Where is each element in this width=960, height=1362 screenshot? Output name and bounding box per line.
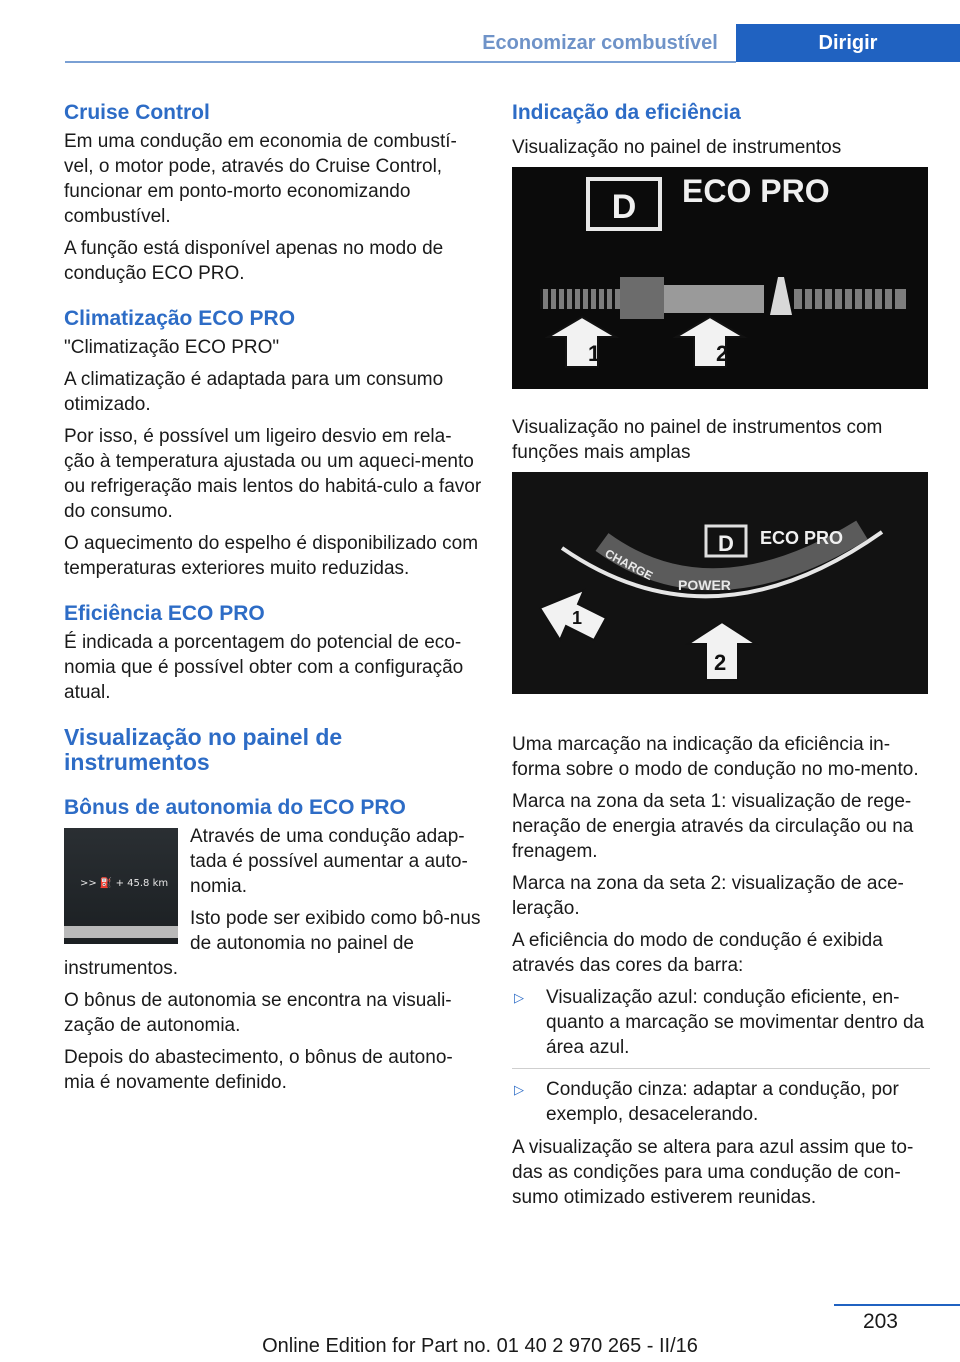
fig2-caption: Visualização no painel de instrumentos com funções mais amplas: [512, 417, 883, 463]
fig1-blue-zone: [620, 277, 664, 319]
cruise-paragraph-1: Em uma condução em economia de combustí-vel, o motor pode, através do Cruise Control, funcionar em ponto-morto economizando combustível.: [64, 131, 457, 227]
fig1-gear: D: [611, 188, 637, 226]
cruise-paragraph-2: A função está disponível apenas no modo de condução ECO PRO.: [64, 238, 444, 284]
eficiencia-paragraph: É indicada a porcentagem do potencial de eco-nomia que é possível obter com a configuração atual.: [64, 632, 464, 703]
fig1-instrument-display: [512, 167, 928, 389]
page-number: 203: [862, 1310, 898, 1333]
fig2-charge-label: CHARGE: [602, 546, 656, 584]
eficiencia-heading: Eficiência ECO PRO: [64, 602, 265, 625]
fig1-caption: Visualização no painel de instrumentos: [512, 137, 842, 158]
header-rule: [65, 61, 736, 63]
range-bonus-bar: [64, 926, 178, 938]
page-number-rule: [834, 1304, 960, 1306]
fig1-arrow-1-label: 1: [588, 341, 601, 366]
clima-paragraph-2: A climatização é adaptada para um consumo otimizado.: [64, 369, 444, 415]
fig2-arrow-2-label: 2: [714, 650, 727, 675]
bonus-paragraph-3: O bônus de autonomia se encontra na visuali-zação de autonomia.: [64, 990, 452, 1036]
fig1-svg: [512, 167, 928, 389]
list-separator: [512, 1068, 930, 1069]
bonus-paragraph-4: Depois do abastecimento, o bônus de autono-mia é novamente definido.: [64, 1047, 453, 1093]
triangle-bullet-icon: ▷: [514, 990, 524, 1005]
indicacao-heading: Indicação da eficiência: [512, 101, 741, 124]
indicacao-paragraph-5: A visualização se altera para azul assim que to-das as condições para uma condução de con-sumo otimizado estiverem reunidas.: [512, 1137, 914, 1208]
indicacao-paragraph-4: A eficiência do modo de condução é exibida através das cores da barra:: [512, 930, 883, 976]
bar-colors-list: [512, 985, 930, 1127]
range-bonus-readout: >> ⛽ + 45.8 km: [80, 878, 169, 889]
fig1-bar: [664, 285, 764, 313]
triangle-bullet-icon: ▷: [514, 1082, 524, 1097]
bonus-paragraph-2: Isto pode ser exibido como bô-nus de autonomia no painel de instrumentos.: [64, 908, 481, 979]
indicacao-paragraph-2: Marca na zona da seta 1: visualização de rege-neração de energia através da circulação ou na frenagem.: [512, 791, 914, 862]
visualizacao-heading: Visualização no painel de instrumentos: [64, 724, 343, 775]
list-item-text: Visualização azul: condução eficiente, en-quanto a marcação se movimentar dentro da área azul.: [546, 987, 925, 1058]
left-column: [64, 100, 482, 1102]
bonus-block: [64, 824, 482, 1095]
fig1-scale-left: [540, 289, 620, 309]
cruise-control-heading: Cruise Control: [64, 101, 210, 124]
bonus-paragraph-1: Através de uma condução adap-tada é possível aumentar a auto-nomia.: [190, 826, 468, 897]
clima-paragraph-3: Por isso, é possível um ligeiro desvio em rela-ção à temperatura ajustada ou um aqueci-mento ou refrigeração mais lentos do habitá-culo a favor do consumo.: [64, 426, 482, 522]
fig2-svg: [512, 472, 928, 694]
header-section: Economizar combustível: [482, 32, 718, 54]
bonus-heading: Bônus de autonomia do ECO PRO: [64, 796, 406, 819]
fig1-scale-right: [794, 289, 906, 309]
list-item: [512, 1077, 930, 1127]
range-bonus-image: [64, 828, 178, 944]
indicacao-paragraph-3: Marca na zona da seta 2: visualização de ace-leração.: [512, 873, 904, 919]
clima-paragraph-4: O aquecimento do espelho é disponibilizado com temperaturas exteriores muito reduzidas.: [64, 533, 479, 579]
list-item: [512, 985, 930, 1060]
fig2-power-label: POWER: [678, 577, 731, 593]
fig2-instrument-display: [512, 472, 928, 694]
footer-edition: Online Edition for Part no. 01 40 2 970 265 - II/16: [262, 1335, 698, 1357]
fig2-gear: D: [718, 531, 734, 556]
climatizacao-heading: Climatização ECO PRO: [64, 307, 296, 330]
fig1-arrow-2-label: 2: [716, 341, 729, 366]
right-column: [512, 100, 930, 1217]
header-chapter: Dirigir: [736, 24, 960, 62]
fig1-mode: ECO PRO: [682, 173, 830, 209]
list-item-text: Condução cinza: adaptar a condução, por exemplo, desacelerando.: [546, 1079, 899, 1125]
fig2-mode: ECO PRO: [760, 528, 844, 548]
indicacao-paragraph-1: Uma marcação na indicação da eficiência in-forma sobre o modo de condução no mo-mento.: [512, 734, 919, 780]
fig2-arrow-1-label: 1: [572, 608, 583, 628]
clima-paragraph-1: "Climatização ECO PRO": [64, 337, 280, 358]
